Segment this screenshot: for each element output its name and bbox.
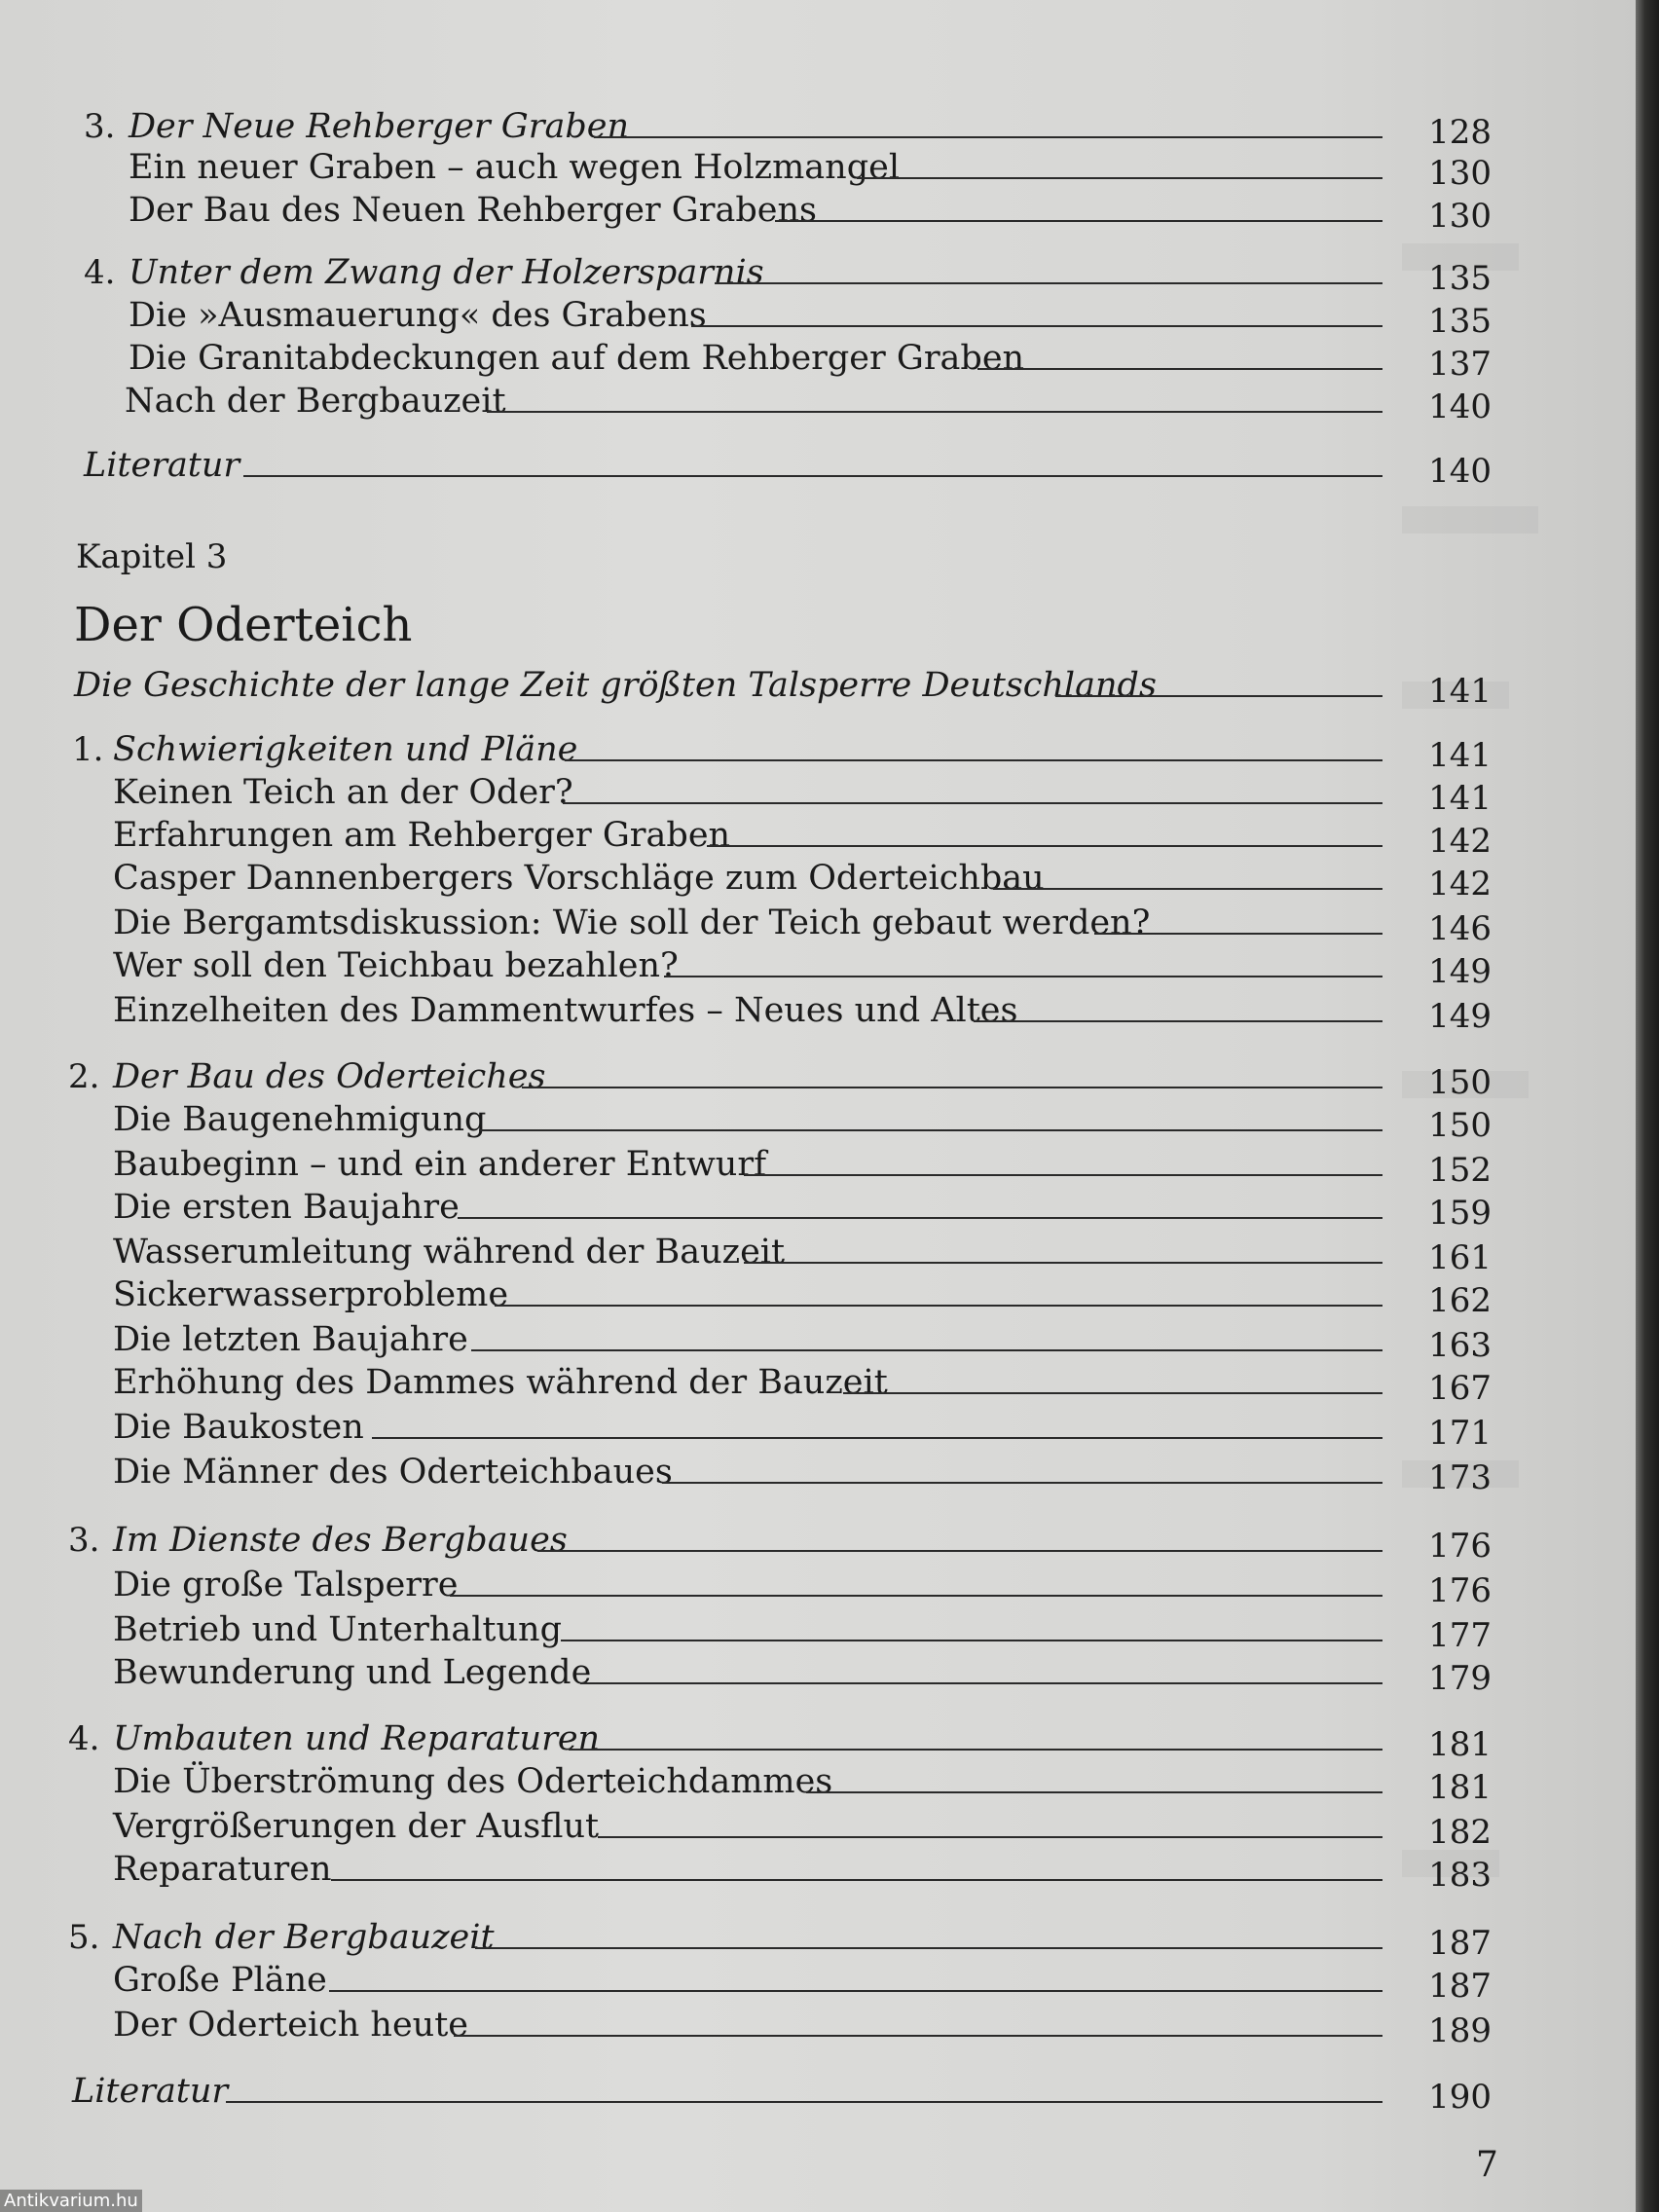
entry-page: 162 (1428, 1281, 1492, 1320)
entry-title: Die letzten Baujahre (113, 1320, 468, 1359)
entry-title: Der Neue Rehberger Graben (129, 107, 629, 146)
entry-page: 182 (1428, 1813, 1492, 1852)
toc-entry-literatur[interactable] (0, 442, 1519, 489)
page-edge-shadow (1636, 0, 1659, 2212)
chapter-label: Kapitel 3 (76, 537, 228, 576)
dot-leader (1055, 695, 1382, 697)
toc-entry[interactable] (0, 1404, 1519, 1451)
entry-title: Die »Ausmauerung« des Grabens (129, 296, 707, 335)
dot-leader (1094, 933, 1382, 935)
dot-leader (974, 1020, 1382, 1022)
dot-leader (569, 1749, 1382, 1751)
dot-leader (715, 282, 1382, 284)
entry-title: Umbauten und Reparaturen (113, 1719, 601, 1758)
entry-title: Betrieb und Unterhaltung (113, 1610, 562, 1649)
toc-entry[interactable] (0, 1096, 1519, 1143)
entry-title: Baubeginn – und ein anderer Entwurf (113, 1145, 767, 1184)
toc-entry[interactable] (0, 335, 1519, 382)
entry-title: Die ersten Baujahre (113, 1188, 460, 1227)
toc-entry[interactable] (0, 1141, 1519, 1188)
entry-number: 2. (68, 1057, 100, 1096)
toc-entry[interactable] (0, 1272, 1519, 1318)
dot-leader (744, 1262, 1382, 1264)
dot-leader (561, 1640, 1382, 1641)
toc-entry[interactable] (0, 769, 1519, 816)
entry-page: 152 (1428, 1151, 1492, 1190)
entry-title: Literatur (72, 2072, 229, 2111)
toc-entry[interactable] (0, 942, 1519, 989)
toc-entry-heading[interactable] (0, 726, 1519, 773)
chapter-subtitle-entry[interactable] (0, 662, 1519, 709)
entry-page: 167 (1428, 1369, 1492, 1408)
dot-leader (662, 1482, 1382, 1484)
entry-page: 130 (1428, 197, 1492, 236)
entry-title: Der Bau des Neuen Rehberger Grabens (129, 191, 817, 230)
entry-title: Die große Talsperre (113, 1566, 459, 1604)
entry-page: 135 (1428, 259, 1492, 298)
dot-leader (495, 1305, 1382, 1307)
entry-page: 149 (1428, 997, 1492, 1036)
dot-leader (580, 1682, 1382, 1684)
entry-title: Literatur (84, 446, 240, 485)
toc-entry[interactable] (0, 378, 1519, 424)
entry-title: Nach der Bergbauzeit (113, 1918, 495, 1957)
entry-page: 183 (1428, 1856, 1492, 1895)
toc-entry[interactable] (0, 1184, 1519, 1231)
chapter-title: Der Oderteich (74, 598, 413, 652)
dot-leader (563, 802, 1382, 804)
dot-leader (479, 1129, 1382, 1131)
entry-number: 4. (68, 1719, 100, 1758)
entry-page: 181 (1428, 1725, 1492, 1764)
dot-leader (475, 1947, 1382, 1949)
toc-entry[interactable] (0, 1649, 1519, 1696)
entry-title: Erfahrungen am Rehberger Graben (113, 816, 731, 855)
toc-entry-literatur[interactable] (0, 2068, 1519, 2115)
dot-leader (744, 1174, 1382, 1176)
entry-title: Bewunderung und Legende (113, 1653, 592, 1692)
entry-page: 189 (1428, 2011, 1492, 2050)
toc-entry[interactable] (0, 900, 1519, 946)
entry-page: 142 (1428, 822, 1492, 861)
entry-title: Casper Dannenbergers Vorschläge zum Oderteichbau (113, 859, 1045, 898)
entry-page: 128 (1428, 113, 1492, 152)
entry-page: 181 (1428, 1768, 1492, 1807)
entry-number: 1. (72, 730, 104, 769)
entry-page: 150 (1428, 1063, 1492, 1102)
entry-page: 137 (1428, 345, 1492, 384)
toc-entry[interactable] (0, 987, 1519, 1034)
toc-entry[interactable] (0, 1803, 1519, 1850)
watermark: Antikvarium.hu (0, 2190, 142, 2212)
entry-page: 149 (1428, 952, 1492, 991)
toc-entry-heading[interactable] (0, 1914, 1519, 1961)
toc-entry-heading[interactable] (0, 249, 1519, 296)
toc-entry-heading[interactable] (0, 1053, 1519, 1100)
dot-leader (598, 1836, 1382, 1838)
entry-page: 141 (1428, 736, 1492, 775)
entry-title: Wer soll den Teichbau bezahlen? (113, 946, 679, 985)
toc-entry[interactable] (0, 144, 1519, 191)
entry-title: Keinen Teich an der Oder? (113, 773, 573, 812)
entry-page: 161 (1428, 1238, 1492, 1277)
toc-entry-heading[interactable] (0, 103, 1519, 150)
entry-page: 171 (1428, 1414, 1492, 1453)
dot-leader (537, 1550, 1382, 1552)
entry-title: Der Oderteich heute (113, 2006, 468, 2045)
dot-leader (993, 888, 1382, 890)
entry-page: 140 (1428, 452, 1492, 491)
entry-page: 163 (1428, 1326, 1492, 1365)
entry-page: 179 (1428, 1659, 1492, 1698)
toc-entry[interactable] (0, 187, 1519, 234)
dot-leader (331, 1879, 1382, 1881)
entry-number: 3. (84, 107, 116, 146)
entry-title: Im Dienste des Bergbaues (113, 1521, 568, 1560)
entry-title: Vergrößerungen der Ausflut (113, 1807, 600, 1846)
dot-leader (487, 411, 1382, 413)
entry-page: 190 (1428, 2078, 1492, 2117)
dot-leader (458, 1217, 1382, 1219)
entry-title: Große Pläne (113, 1961, 327, 2000)
entry-page: 150 (1428, 1106, 1492, 1145)
entry-page: 176 (1428, 1571, 1492, 1610)
toc-entry[interactable] (0, 1359, 1519, 1406)
entry-page: 142 (1428, 865, 1492, 903)
toc-entry[interactable] (0, 855, 1519, 902)
dot-leader (707, 845, 1382, 847)
dot-leader (329, 1990, 1382, 1992)
entry-page: 140 (1428, 387, 1492, 426)
toc-entry[interactable] (0, 1606, 1519, 1653)
dot-leader (454, 2035, 1382, 2037)
toc-entry-heading[interactable] (0, 1715, 1519, 1762)
dot-leader (806, 1791, 1382, 1793)
toc-entry[interactable] (0, 1229, 1519, 1275)
entry-page: 135 (1428, 302, 1492, 341)
dot-leader (775, 220, 1382, 222)
toc-entry[interactable] (0, 1846, 1519, 1893)
entry-title: Ein neuer Graben – auch wegen Holzmangel (129, 148, 901, 187)
toc-entry[interactable] (0, 1562, 1519, 1608)
entry-title: Unter dem Zwang der Holzersparnis (129, 253, 764, 292)
entry-title: Sickerwasserprobleme (113, 1275, 509, 1314)
toc-entry-heading[interactable] (0, 1517, 1519, 1564)
entry-title: Die Bergamtsdiskussion: Wie soll der Teich gebaut werden? (113, 903, 1151, 942)
entry-title: Erhöhung des Dammes während der Bauzeit (113, 1363, 888, 1402)
entry-number: 5. (68, 1918, 100, 1957)
entry-title: Schwierigkeiten und Pläne (113, 730, 578, 769)
dot-leader (664, 976, 1382, 977)
dot-leader (450, 1595, 1382, 1597)
toc-entry[interactable] (0, 812, 1519, 859)
entry-page: 141 (1428, 672, 1492, 711)
entry-page: 146 (1428, 909, 1492, 948)
entry-title: Die Baukosten (113, 1408, 364, 1447)
entry-page: 187 (1428, 1924, 1492, 1963)
entry-title: Die Männer des Oderteichbaues (113, 1453, 673, 1492)
chapter-subtitle: Die Geschichte der lange Zeit größten Talsperre Deutschlands (74, 666, 1157, 705)
dot-leader (843, 1392, 1382, 1394)
entry-page: 173 (1428, 1458, 1492, 1497)
entry-page: 159 (1428, 1194, 1492, 1233)
entry-title: Reparaturen (113, 1850, 332, 1889)
entry-page: 130 (1428, 154, 1492, 193)
dot-leader (594, 136, 1382, 138)
toc-entry[interactable] (0, 292, 1519, 339)
entry-title: Nach der Bergbauzeit (125, 382, 506, 421)
dot-leader (977, 368, 1382, 370)
dot-leader (565, 759, 1382, 761)
dot-leader (522, 1087, 1382, 1088)
entry-title: Die Überströmung des Oderteichdammes (113, 1762, 833, 1801)
dot-leader (691, 325, 1382, 327)
dot-leader (243, 475, 1382, 477)
toc-entry[interactable] (0, 1449, 1519, 1495)
entry-title: Einzelheiten des Dammentwurfes – Neues und Altes (113, 991, 1018, 1030)
dot-leader (857, 177, 1382, 179)
entry-page: 187 (1428, 1967, 1492, 2006)
entry-page: 177 (1428, 1616, 1492, 1655)
toc-entry[interactable] (0, 1316, 1519, 1363)
toc-entry[interactable] (0, 2002, 1519, 2048)
dot-leader (372, 1437, 1382, 1439)
entry-title: Die Granitabdeckungen auf dem Rehberger Graben (129, 339, 1025, 378)
entry-page: 176 (1428, 1527, 1492, 1566)
dot-leader (471, 1349, 1382, 1351)
entry-number: 3. (68, 1521, 100, 1560)
entry-page: 141 (1428, 779, 1492, 818)
entry-number: 4. (84, 253, 116, 292)
dot-leader (226, 2101, 1382, 2103)
entry-title: Die Baugenehmigung (113, 1100, 487, 1139)
toc-entry[interactable] (0, 1758, 1519, 1805)
entry-title: Der Bau des Oderteiches (113, 1057, 546, 1096)
page-folio: 7 (1476, 2145, 1498, 2185)
toc-entry[interactable] (0, 1957, 1519, 2004)
entry-title: Wasserumleitung während der Bauzeit (113, 1233, 786, 1272)
